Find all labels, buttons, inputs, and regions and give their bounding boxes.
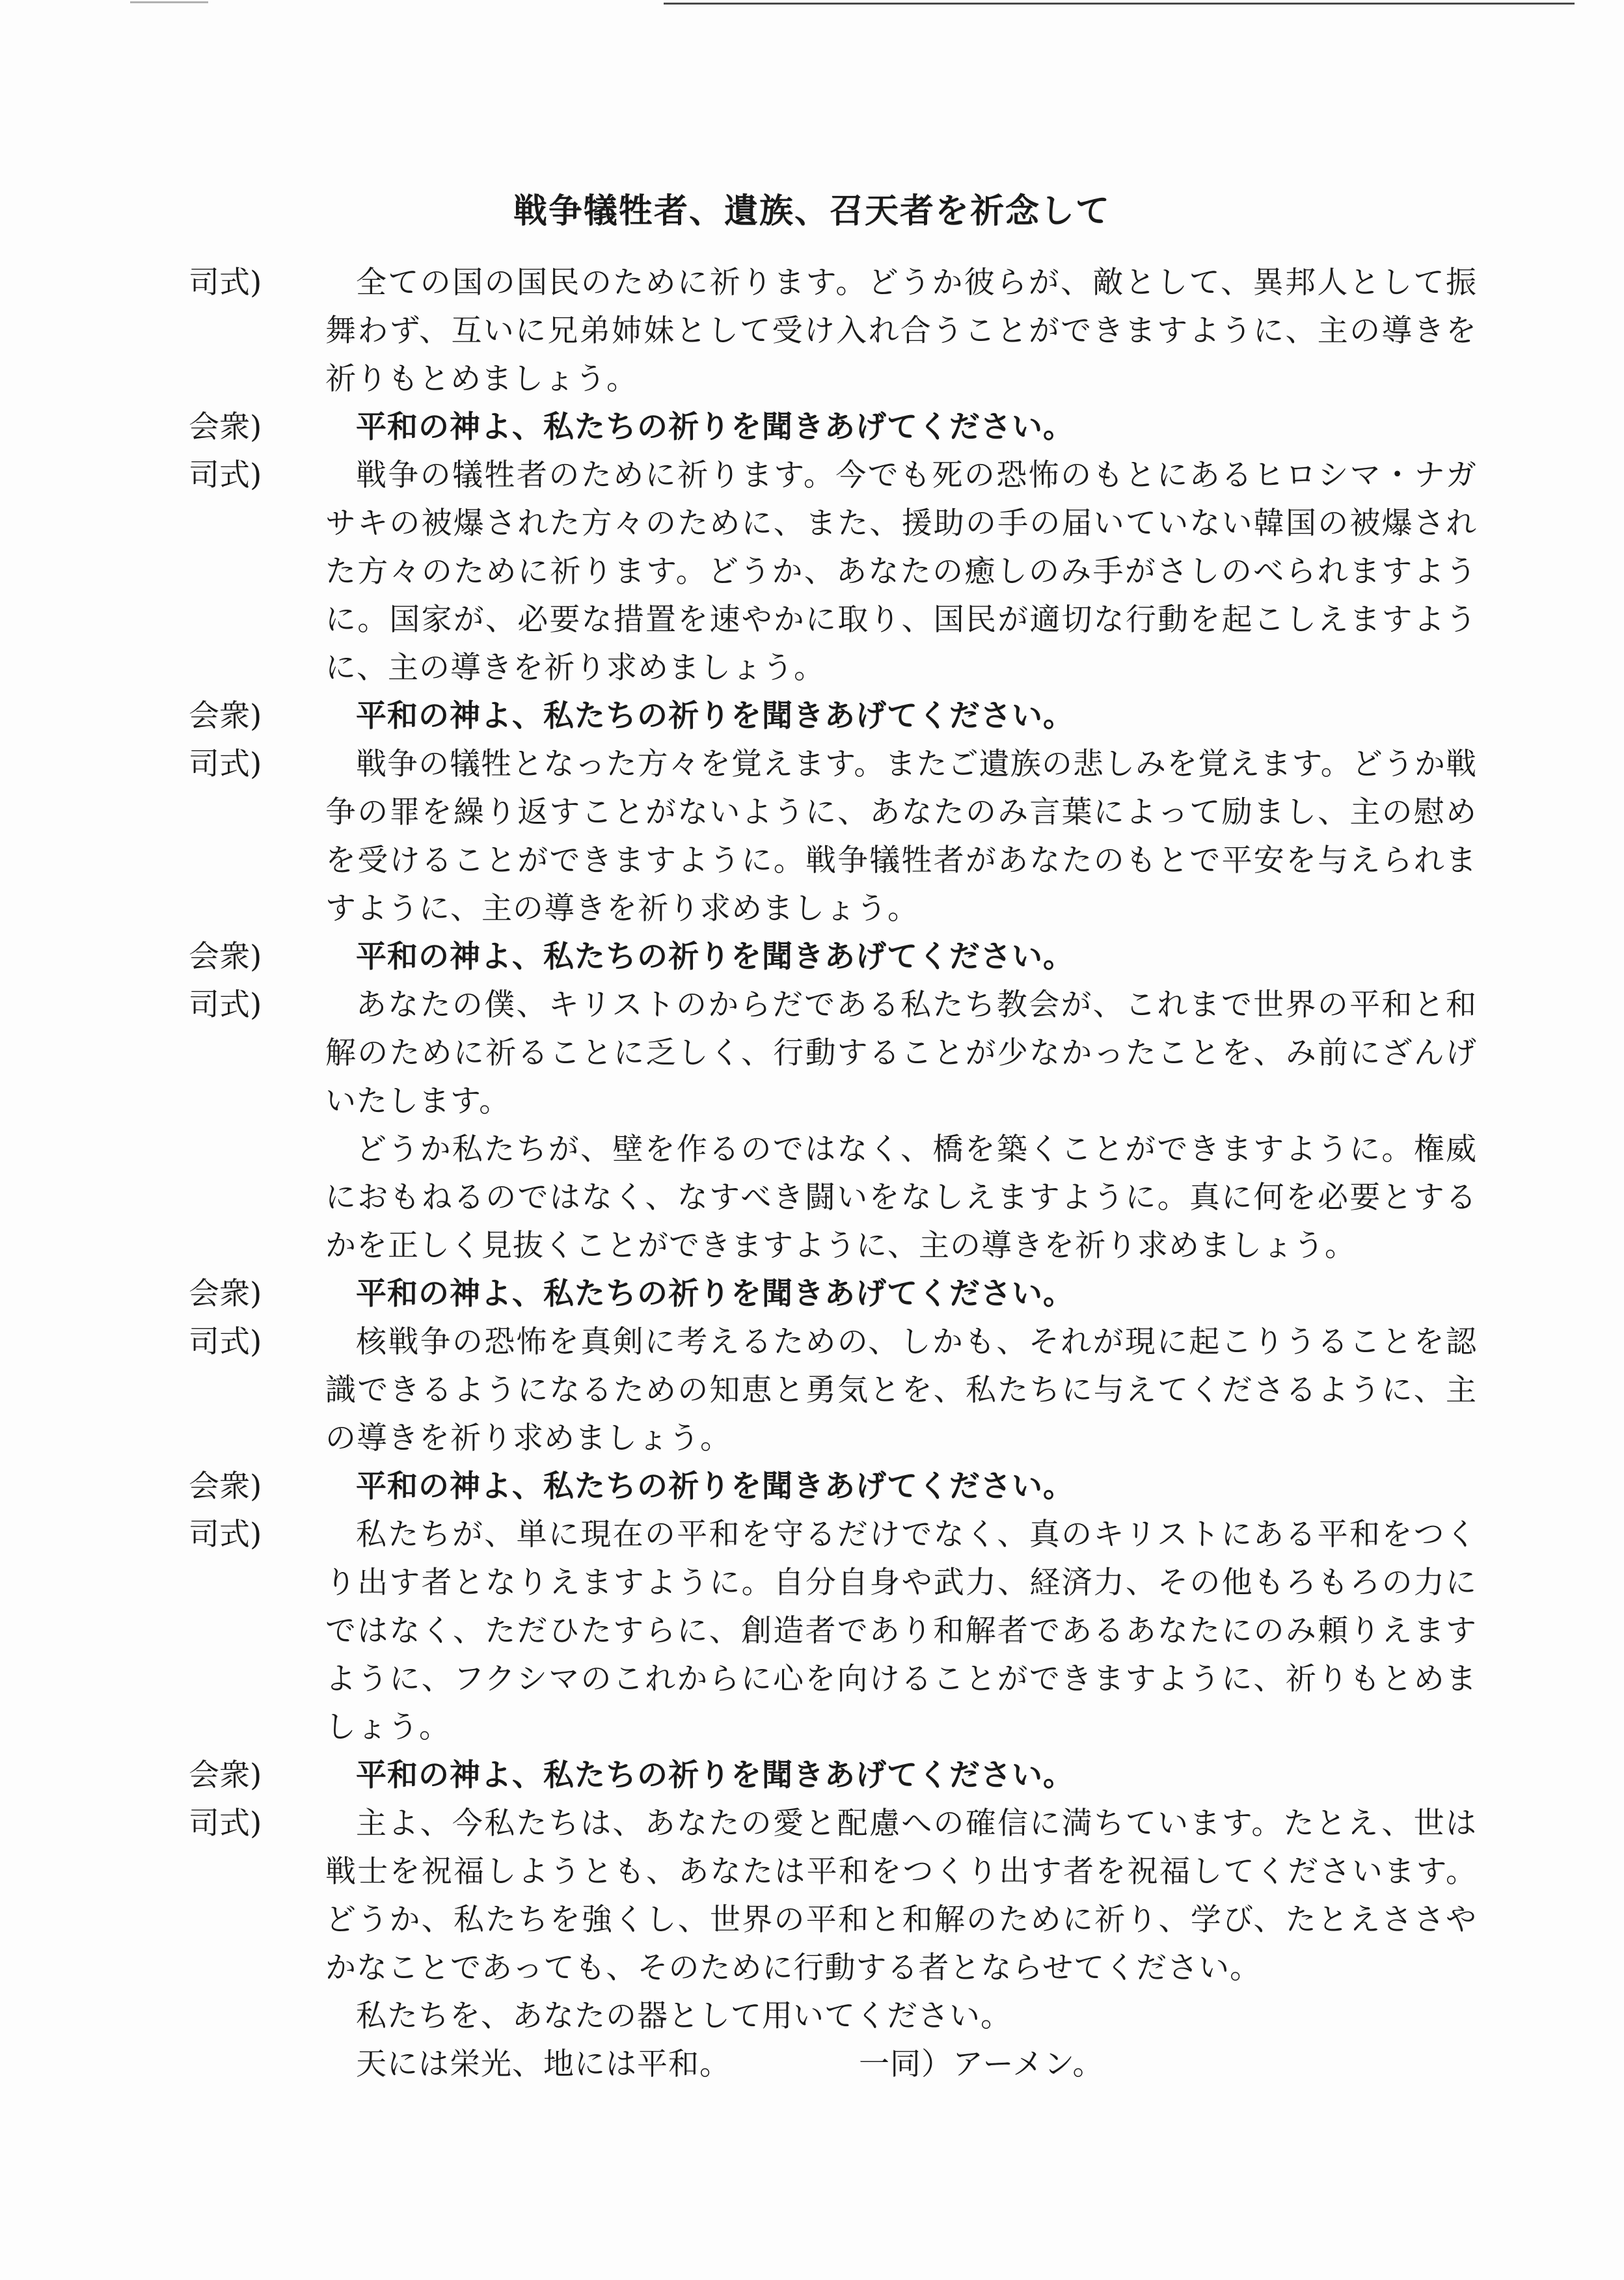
litany-row	[189, 452, 1477, 692]
speaker-label: 会衆)	[189, 409, 262, 445]
litany-row	[189, 1126, 1477, 1270]
litany-row	[189, 1463, 1477, 1511]
speaker-label: 会衆)	[189, 1276, 262, 1312]
leader-prayer: 戦争の犠牲者のために祈ります。今でも死の恐怖のもとにあるヒロシマ・ナガサキの被爆された方々のために、また、援助の手の届いていない韓国の被爆された方々のために祈ります。どうか、あなたの癒しのみ手がさしのべられますように。国家が、必要な措置を速やかに取り、国民が適切な行動を起こしえますように、主の導きを祈り求めましょう。	[325, 457, 1477, 686]
congregation-response: 平和の神よ、私たちの祈りを聞きあげてください。	[356, 698, 1074, 734]
speaker-label: 会衆)	[189, 939, 262, 975]
litany-row	[189, 1752, 1477, 1800]
litany-row	[189, 1318, 1477, 1463]
leader-prayer: あなたの僕、キリストのからだである私たち教会が、これまで世界の平和と和解のために祈ることに乏しく、行動することが少なかったことを、み前にざんげいたします。	[325, 987, 1477, 1119]
litany-row	[189, 740, 1477, 933]
leader-prayer-continued: どうか私たちが、壁を作るのではなく、橋を築くことができますように。権威におもねるのではなく、なすべき闘いをなしえますように。真に何を必要とするかを正しく見抜くことができますように、主の導きを祈り求めましょう。	[325, 1132, 1477, 1264]
speaker-label: 司式)	[189, 1324, 262, 1360]
litany-row	[189, 1992, 1477, 2041]
leader-prayer: 戦争の犠牲となった方々を覚えます。またご遺族の悲しみを覚えます。どうか戦争の罪を繰り返すことがないように、あなたのみ言葉によって励まし、主の慰めを受けることができますように。戦争犠牲者があなたのもとで平安を与えられますように、主の導きを祈り求めましょう。	[325, 746, 1477, 927]
speaker-label: 会衆)	[189, 1758, 262, 1793]
speaker-label: 司式)	[189, 265, 262, 301]
congregation-response: 平和の神よ、私たちの祈りを聞きあげてください。	[356, 939, 1074, 975]
litany-row	[189, 259, 1477, 403]
litany-row	[189, 692, 1477, 740]
speaker-label: 会衆)	[189, 1469, 262, 1504]
leader-prayer-continued: 私たちを、あなたの器として用いてください。	[356, 1998, 1012, 2034]
leader-prayer: 全ての国の国民のために祈ります。どうか彼らが、敵として、異邦人として振舞わず、互いに兄弟姉妹として受け入れ合うことができますように、主の導きを祈りもとめましょう。	[325, 265, 1477, 397]
scan-artifact-mark	[130, 1, 208, 3]
litany-row	[189, 981, 1477, 1126]
scan-artifact-rule	[664, 3, 1575, 5]
congregation-response: 平和の神よ、私たちの祈りを聞きあげてください。	[356, 1469, 1074, 1504]
litany-row	[189, 1270, 1477, 1318]
congregation-response: 平和の神よ、私たちの祈りを聞きあげてください。	[356, 409, 1074, 445]
closing-line	[325, 2041, 1477, 2089]
speaker-label: 司式)	[189, 746, 262, 782]
speaker-label: 司式)	[189, 1517, 262, 1553]
doxology-text: 天には栄光、地には平和。	[356, 2046, 731, 2082]
litany-row	[189, 403, 1477, 452]
closing-row	[189, 2041, 1477, 2089]
congregation-response: 平和の神よ、私たちの祈りを聞きあげてください。	[356, 1276, 1074, 1312]
litany-row	[189, 1800, 1477, 1992]
speaker-label: 司式)	[189, 1806, 262, 1841]
amen-text: 一同）アーメン。	[859, 2046, 1104, 2082]
document-title: 戦争犠牲者、遺族、召天者を祈念して	[513, 191, 1111, 231]
litany-body	[189, 259, 1477, 2089]
speaker-label: 司式)	[189, 987, 262, 1023]
litany-row	[189, 1511, 1477, 1752]
congregation-response: 平和の神よ、私たちの祈りを聞きあげてください。	[356, 1758, 1074, 1793]
litany-row	[189, 933, 1477, 981]
speaker-label: 司式)	[189, 457, 262, 493]
leader-prayer: 核戦争の恐怖を真剣に考えるための、しかも、それが現に起こりうることを認識できるようになるための知恵と勇気とを、私たちに与えてくださるように、主の導きを祈り求めましょう。	[325, 1324, 1477, 1456]
speaker-label: 会衆)	[189, 698, 262, 734]
leader-prayer: 主よ、今私たちは、あなたの愛と配慮への確信に満ちています。たとえ、世は戦士を祝福しようとも、あなたは平和をつくり出す者を祝福してくださいます。どうか、私たちを強くし、世界の平和と和解のために祈り、学び、たとえささやかなことであっても、そのために行動する者とならせてください。	[325, 1806, 1477, 1986]
leader-prayer: 私たちが、単に現在の平和を守るだけでなく、真のキリストにある平和をつくり出す者となりえますように。自分自身や武力、経済力、その他もろもろの力にではなく、ただひたすらに、創造者であり和解者であるあなたにのみ頼りえますように、フクシマのこれからに心を向けることができますように、祈りもとめましょう。	[325, 1517, 1477, 1745]
